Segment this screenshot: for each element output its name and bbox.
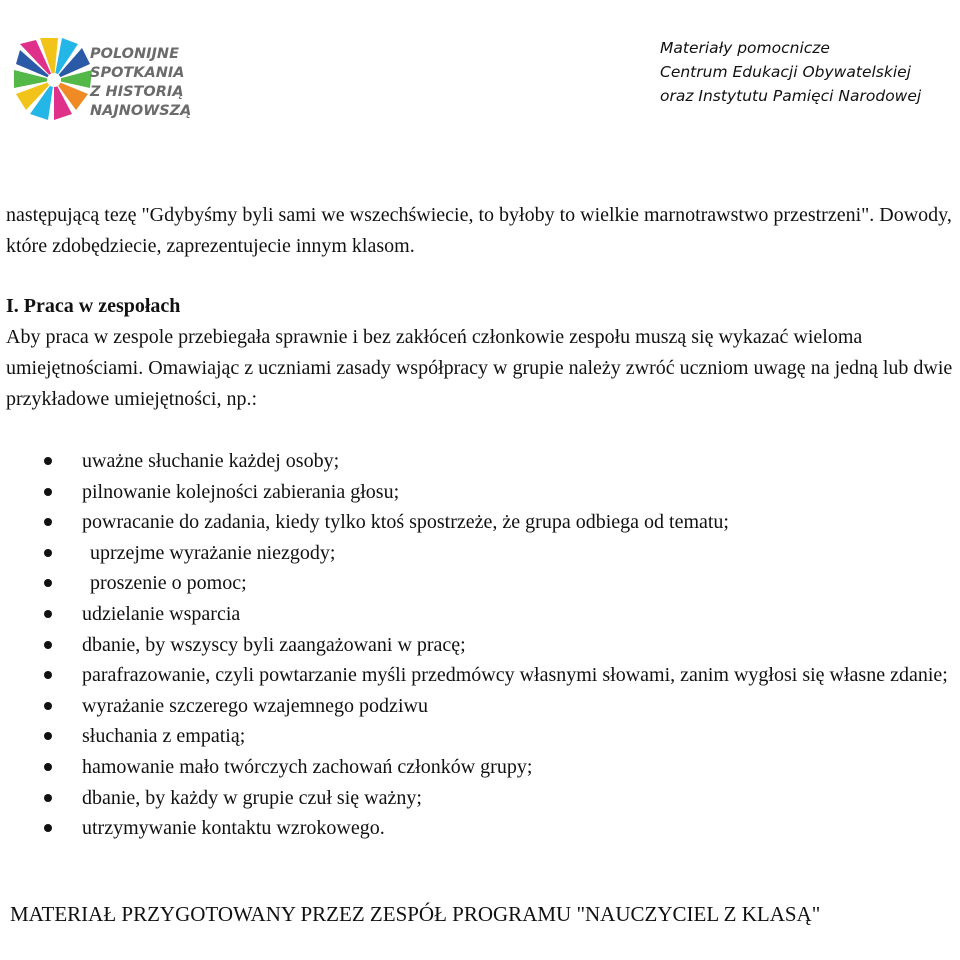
intro-paragraph: następującą tezę "Gdybyśmy byli sami we wszechświecie, to byłoby to wielkie marnotrawstwo przestrzeni". Dowody, które zdobędziecie, zaprezentujecie innym klasom. <box>6 204 952 257</box>
bullet-icon <box>44 824 52 832</box>
bullet-icon <box>44 518 52 526</box>
header-line-3: oraz Instytutu Pamięci Narodowej <box>660 87 922 105</box>
bullet-icon <box>44 732 52 740</box>
logo-line-2: SPOTKANIA <box>90 65 185 81</box>
bullet-icon <box>44 641 52 649</box>
list-item: pilnowanie kolejności zabierania głosu; <box>0 477 950 508</box>
list-item: uprzejme wyrażanie niezgody; <box>0 538 950 569</box>
list-item: dbanie, by każdy w grupie czuł się ważny; <box>0 783 950 814</box>
footer-credit <box>6 899 946 929</box>
bullet-icon <box>44 794 52 802</box>
list-item: proszenie o pomoc; <box>0 568 950 599</box>
list-item: słuchania z empatią; <box>0 721 950 752</box>
list-item: utrzymywanie kontaktu wzrokowego. <box>0 813 950 844</box>
bullet-icon <box>44 488 52 496</box>
list-item: parafrazowanie, czyli powtarzanie myśli przedmówcy własnymi słowami, zanim wygłosi się własne zdanie; <box>0 660 950 691</box>
list-item: hamowanie mało twórczych zachowań członków grupy; <box>0 752 950 783</box>
list-item: dbanie, by wszyscy byli zaangażowani w pracę; <box>0 630 950 661</box>
footer-text: MATERIAŁ PRZYGOTOWANY PRZEZ ZESPÓŁ PROGRAMU "NAUCZYCIEL Z KLASĄ" <box>10 902 821 926</box>
bullet-icon <box>44 702 52 710</box>
logo-line-3: Z HISTORIĄ <box>90 84 184 100</box>
bullet-icon <box>44 671 52 679</box>
bullet-icon <box>44 549 52 557</box>
page-header <box>0 0 960 160</box>
bullet-icon <box>44 763 52 771</box>
header-caption <box>660 36 921 108</box>
bullet-icon <box>44 579 52 587</box>
skills-list <box>0 446 950 844</box>
bullet-icon <box>44 610 52 618</box>
bullet-icon <box>44 457 52 465</box>
logo <box>14 36 192 122</box>
logo-line-4: NAJNOWSZĄ <box>90 103 192 119</box>
section-teamwork <box>6 291 956 415</box>
header-line-1: Materiały pomocnicze <box>660 39 830 57</box>
section-title: I. Praca w zespołach <box>6 295 181 317</box>
logo-mark <box>14 36 192 122</box>
header-line-2: Centrum Edukacji Obywatelskiej <box>660 63 911 81</box>
logo-burst-icon <box>14 38 92 120</box>
list-item: powracanie do zadania, kiedy tylko ktoś spostrzeże, że grupa odbiega od tematu; <box>0 507 950 538</box>
list-item: udzielanie wsparcia <box>0 599 950 630</box>
section-body: Aby praca w zespole przebiegała sprawnie i bez zakłóceń członkowie zespołu muszą się wykazać wieloma umiejętnościami. Omawiając z uczniami zasady współpracy w grupie należy zwróć uczniom uwagę na jedną lub dwie przykładowe umiejętności, np.: <box>6 326 953 410</box>
list-item: uważne słuchanie każdej osoby; <box>0 446 950 477</box>
list-item: wyrażanie szczerego wzajemnego podziwu <box>0 691 950 722</box>
logo-line-1: POLONIJNE <box>90 46 179 62</box>
